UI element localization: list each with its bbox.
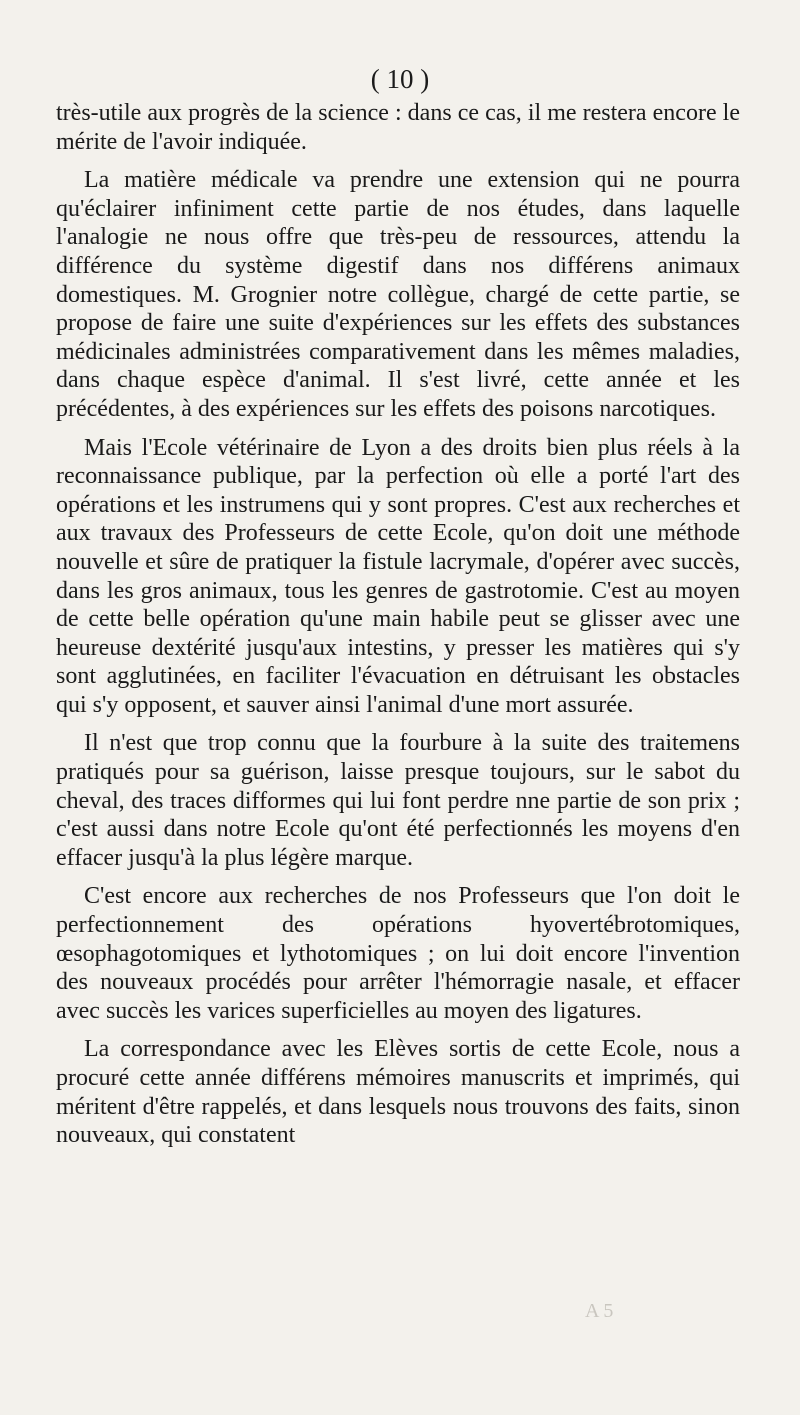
page-number: ( 10 ) (370, 64, 430, 94)
signature-mark: A 5 (585, 1300, 614, 1322)
page-body (56, 99, 740, 1160)
paragraph-3: Mais l'Ecole vétérinaire de Lyon a des droits bien plus réels à la reconnaissance publique, par la perfection où elle a porté l'art des opérations et les instrumens qui y sont propres. C'est aux recherches et aux travaux des Professeurs de cette Ecole, qu'on doit une méthode nouvelle et sûre de pratiquer la fistule lacrymale, d'opérer avec succès, dans les gros animaux, tous les genres de gastrotomie. C'est au moyen de cette belle opération qu'une main habile peut se glisser avec une heureuse dextérité jusqu'aux intestins, y presser les matières qui s'y sont agglutinées, en faciliter l'évacuation en détruisant les obstacles qui s'y opposent, et sauver ainsi l'animal d'une mort assurée. (56, 434, 740, 718)
paragraph-2: La matière médicale va prendre une extension qui ne pourra qu'éclairer infiniment cette partie de nos études, dans laquelle l'analogie ne nous offre que très-peu de ressources, attendu la différence du système digestif dans nos différens animaux domestiques. M. Grognier notre collègue, chargé de cette partie, se propose de faire une suite d'expériences sur les effets des substances médicinales administrées comparativement dans les mêmes maladies, dans chaque espèce d'animal. Il s'est livré, cette année et les précédentes, à des expériences sur les effets des poisons narcotiques. (56, 167, 740, 422)
paragraph-5: C'est encore aux recherches de nos Professeurs que l'on doit le perfectionnement des opérations hyovertébrotomiques, œsophagotomiques et lythotomiques ; on lui doit encore l'invention des nouveaux procédés pour arrêter l'hémorragie nasale, et effacer avec succès les varices superficielles au moyen des ligatures. (56, 883, 740, 1024)
paragraph-1: très-utile aux progrès de la science : dans ce cas, il me restera encore le mérite de l'avoir indiquée. (56, 100, 740, 155)
paragraph-6: La correspondance avec les Elèves sortis de cette Ecole, nous a procuré cette année différens mémoires manuscrits et imprimés, qui méritent d'être rappelés, et dans lesquels nous trouvons des faits, sinon nouveaux, qui constatent (56, 1036, 740, 1149)
paragraph-4: Il n'est que trop connu que la fourbure à la suite des traitemens pratiqués pour sa guérison, laisse presque toujours, sur le sabot du cheval, des traces difformes qui lui font perdre nne partie de son prix ; c'est aussi dans notre Ecole qu'ont été perfectionnés les moyens d'en effacer jusqu'à la plus légère marque. (56, 730, 740, 871)
